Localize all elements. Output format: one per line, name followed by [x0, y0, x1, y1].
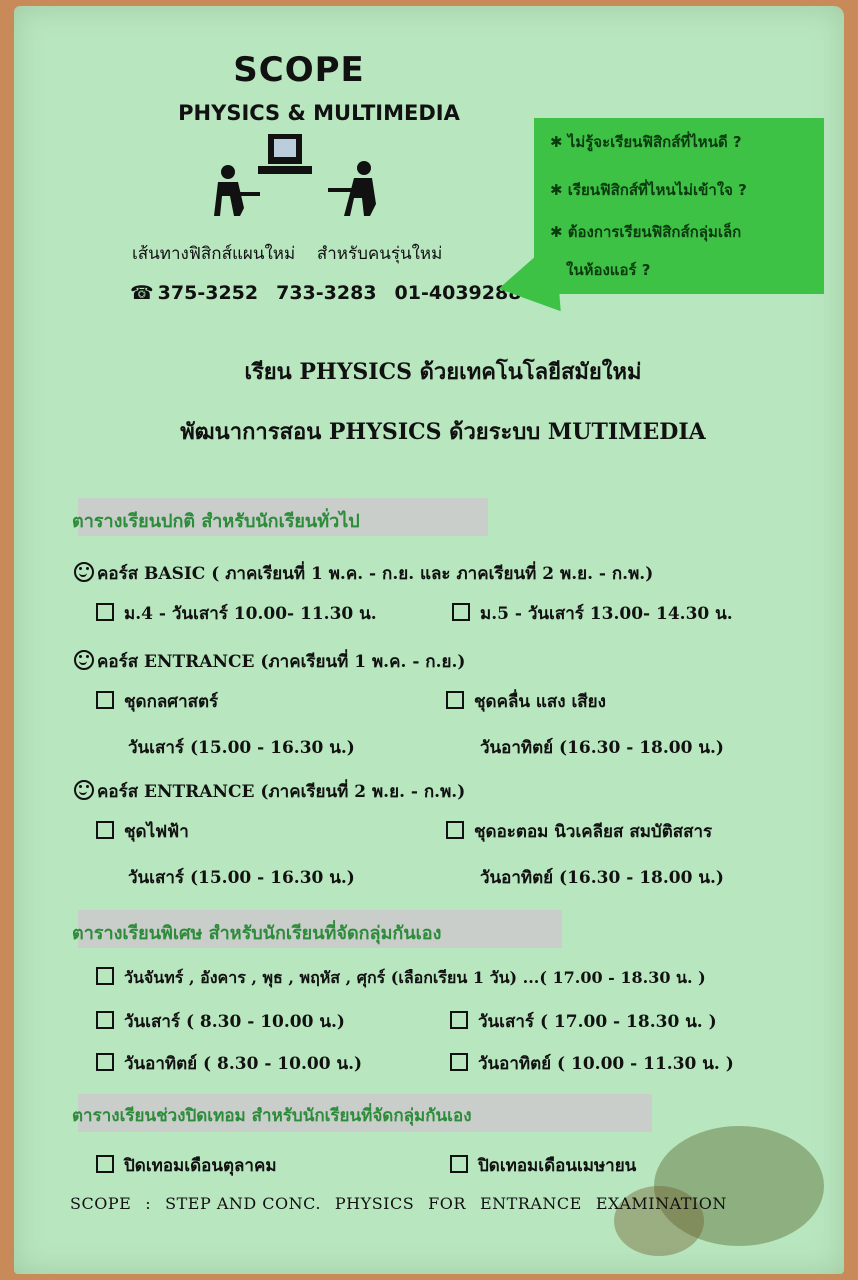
checkbox-icon[interactable] — [96, 1155, 114, 1173]
checkbox-icon[interactable] — [96, 821, 114, 839]
student-head-icon — [221, 165, 235, 179]
entrance1-waves-time: วันอาทิตย์ (16.30 - 18.00 น.) — [480, 738, 724, 758]
basic-m4-option[interactable]: ม.4 - วันเสาร์ 10.00- 11.30 น. — [96, 600, 377, 627]
student-body-icon — [214, 182, 244, 216]
april-holiday-option[interactable]: ปิดเทอมเดือนเมษายน — [450, 1152, 636, 1179]
flyer-page — [14, 6, 844, 1274]
callout-question: ในห้องแอร์ ? — [566, 261, 651, 279]
weekday-option[interactable]: วันจันทร์ , อังคาร , พุธ , พฤหัส , ศุกร์ (เลือกเรียน 1 วัน) ...( 17.00 - 18.30 น. ) — [96, 966, 706, 991]
entrance1-mechanics-option[interactable]: ชุดกลศาสตร์ — [96, 688, 218, 715]
entrance2-course-heading: คอร์ส ENTRANCE (ภาคเรียนที่ 2 พ.ย. - ก.พ.) — [74, 778, 465, 805]
sunday-late-option[interactable]: วันอาทิตย์ ( 10.00 - 11.30 น. ) — [450, 1050, 734, 1077]
desk-icon — [234, 192, 260, 196]
brand-subtitle: PHYSICS & MULTIMEDIA — [178, 101, 460, 125]
entrance1-waves-option[interactable]: ชุดคลื่น แสง เสียง — [446, 688, 606, 715]
phone-number: 733-3283 — [276, 282, 377, 304]
phone-numbers — [130, 282, 539, 304]
smiley-icon — [74, 650, 94, 670]
smiley-icon — [74, 780, 94, 800]
computer-keyboard-icon — [258, 166, 312, 174]
entrance2-atom-option[interactable]: ชุดอะตอม นิวเคลียส สมบัติสสาร — [446, 818, 712, 845]
brand-title: SCOPE — [233, 50, 365, 90]
checkbox-icon[interactable] — [446, 691, 464, 709]
checkbox-icon[interactable] — [450, 1155, 468, 1173]
checkbox-icon[interactable] — [450, 1053, 468, 1071]
computer-screen — [274, 139, 296, 157]
checkbox-icon[interactable] — [96, 1053, 114, 1071]
regular-schedule-title: ตารางเรียนปกติ สำหรับนักเรียนทั่วไป — [72, 511, 360, 532]
checkbox-icon[interactable] — [96, 967, 114, 985]
students-computer-illustration — [200, 130, 380, 226]
entrance2-electricity-option[interactable]: ชุดไฟฟ้า — [96, 818, 189, 845]
sunday-morning-option[interactable]: วันอาทิตย์ ( 8.30 - 10.00 น.) — [96, 1050, 362, 1077]
student-body-icon — [344, 178, 376, 216]
callout-question: ✱ ไม่รู้จะเรียนฟิสิกส์ที่ไหนดี ? — [550, 133, 742, 151]
footer-slogan: SCOPE : STEP AND CONC. PHYSICS FOR ENTRANCE EXAMINATION — [70, 1194, 727, 1213]
basic-course-heading: คอร์ส BASIC ( ภาคเรียนที่ 1 พ.ค. - ก.ย. และ ภาคเรียนที่ 2 พ.ย. - ก.พ.) — [74, 560, 653, 587]
callout-question: ✱ เรียนฟิสิกส์ที่ไหนไม่เข้าใจ ? — [550, 181, 747, 199]
special-schedule-title: ตารางเรียนพิเศษ สำหรับนักเรียนที่จัดกลุ่มกันเอง — [72, 923, 442, 944]
checkbox-icon[interactable] — [96, 691, 114, 709]
entrance1-course-heading: คอร์ส ENTRANCE (ภาคเรียนที่ 1 พ.ค. - ก.ย.) — [74, 648, 465, 675]
smiley-icon — [74, 562, 94, 582]
checkbox-icon[interactable] — [450, 1011, 468, 1029]
tagline — [132, 240, 442, 267]
student-head-icon — [357, 161, 371, 175]
headline-multimedia: พัฒนาการสอน PHYSICS ด้วยระบบ MUTIMEDIA — [180, 419, 706, 445]
callout-question: ✱ ต้องการเรียนฟิสิกส์กลุ่มเล็ก — [550, 223, 742, 241]
phone-number: 375-3252 — [157, 282, 259, 304]
checkbox-icon[interactable] — [452, 603, 470, 621]
phone-icon: ☎ — [130, 282, 154, 304]
october-holiday-option[interactable]: ปิดเทอมเดือนตุลาคม — [96, 1152, 277, 1179]
entrance2-atom-time: วันอาทิตย์ (16.30 - 18.00 น.) — [480, 868, 724, 888]
tagline-right: สำหรับคนรุ่นใหม่ — [316, 244, 443, 264]
entrance2-electricity-time: วันเสาร์ (15.00 - 16.30 น.) — [128, 868, 355, 888]
checkbox-icon[interactable] — [96, 603, 114, 621]
holiday-schedule-title: ตารางเรียนช่วงปิดเทอม สำหรับนักเรียนที่จัดกลุ่มกันเอง — [72, 1106, 472, 1126]
basic-m5-option[interactable]: ม.5 - วันเสาร์ 13.00- 14.30 น. — [452, 600, 733, 627]
checkbox-icon[interactable] — [96, 1011, 114, 1029]
tagline-left: เส้นทางฟิสิกส์แผนใหม่ — [132, 244, 296, 264]
phone-number: 01-4039288 — [394, 282, 522, 304]
entrance1-mechanics-time: วันเสาร์ (15.00 - 16.30 น.) — [128, 738, 355, 758]
headline-technology: เรียน PHYSICS ด้วยเทคโนโลยีสมัยใหม่ — [244, 359, 642, 385]
saturday-morning-option[interactable]: วันเสาร์ ( 8.30 - 10.00 น.) — [96, 1008, 345, 1035]
checkbox-icon[interactable] — [446, 821, 464, 839]
desk-icon — [328, 188, 358, 192]
saturday-evening-option[interactable]: วันเสาร์ ( 17.00 - 18.30 น. ) — [450, 1008, 717, 1035]
